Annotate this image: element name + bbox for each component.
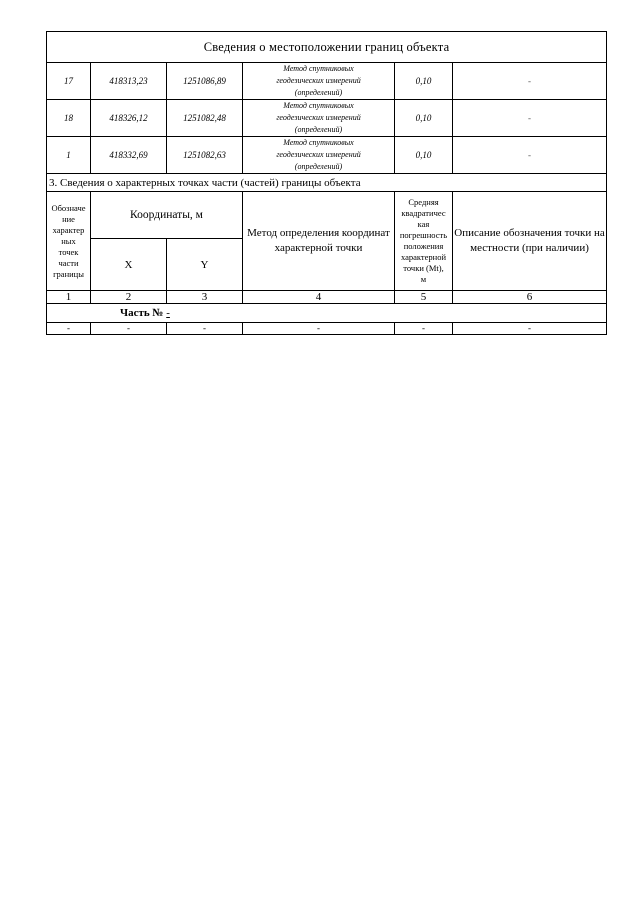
section3-title: 3. Сведения о характерных точках части (частей) границы объекта xyxy=(47,174,607,192)
empty-cell: - xyxy=(91,323,167,335)
point-method: Метод спутниковых геодезических измерений (определений) xyxy=(243,100,395,137)
table-row xyxy=(47,323,607,335)
point-method: Метод спутниковых геодезических измерений (определений) xyxy=(243,63,395,100)
point-number: 1 xyxy=(47,137,91,174)
table-row xyxy=(47,137,607,174)
point-x: 418313,23 xyxy=(91,63,167,100)
column-number: 3 xyxy=(167,291,243,304)
column-numbers-row xyxy=(47,291,607,304)
boundary-table xyxy=(46,31,607,335)
section-title: Сведения о местоположении границ объекта xyxy=(47,32,607,63)
point-y: 1251082,63 xyxy=(167,137,243,174)
header-accuracy: Средняя квадратичес кая погрешность положения характерной точки (Mt), м xyxy=(395,192,453,291)
point-y: 1251086,89 xyxy=(167,63,243,100)
point-accuracy: 0,10 xyxy=(395,63,453,100)
column-number: 2 xyxy=(91,291,167,304)
header-coordinates: Координаты, м xyxy=(91,192,243,239)
table-row xyxy=(47,100,607,137)
point-x: 418326,12 xyxy=(91,100,167,137)
boundary-info-sheet xyxy=(46,31,606,335)
header-description: Описание обозначения точки на местности (при наличии) xyxy=(453,192,607,291)
point-x: 418332,69 xyxy=(91,137,167,174)
part-label: Часть № xyxy=(120,307,167,319)
table-row xyxy=(47,63,607,100)
point-number: 18 xyxy=(47,100,91,137)
header-point-designation: Обозначе ние характер ных точек части границы xyxy=(47,192,91,291)
point-description: - xyxy=(453,63,607,100)
empty-cell: - xyxy=(453,323,607,335)
column-number: 4 xyxy=(243,291,395,304)
point-accuracy: 0,10 xyxy=(395,100,453,137)
point-method: Метод спутниковых геодезических измерений (определений) xyxy=(243,137,395,174)
header-x: X xyxy=(91,239,167,291)
empty-cell: - xyxy=(243,323,395,335)
point-number: 17 xyxy=(47,63,91,100)
point-description: - xyxy=(453,137,607,174)
part-row xyxy=(47,304,607,323)
point-description: - xyxy=(453,100,607,137)
empty-cell: - xyxy=(395,323,453,335)
part-number: - xyxy=(166,307,170,319)
empty-cell: - xyxy=(47,323,91,335)
header-y: Y xyxy=(167,239,243,291)
header-method: Метод определения координат характерной точки xyxy=(243,192,395,291)
column-number: 5 xyxy=(395,291,453,304)
column-number: 6 xyxy=(453,291,607,304)
empty-cell: - xyxy=(167,323,243,335)
point-accuracy: 0,10 xyxy=(395,137,453,174)
point-y: 1251082,48 xyxy=(167,100,243,137)
column-number: 1 xyxy=(47,291,91,304)
